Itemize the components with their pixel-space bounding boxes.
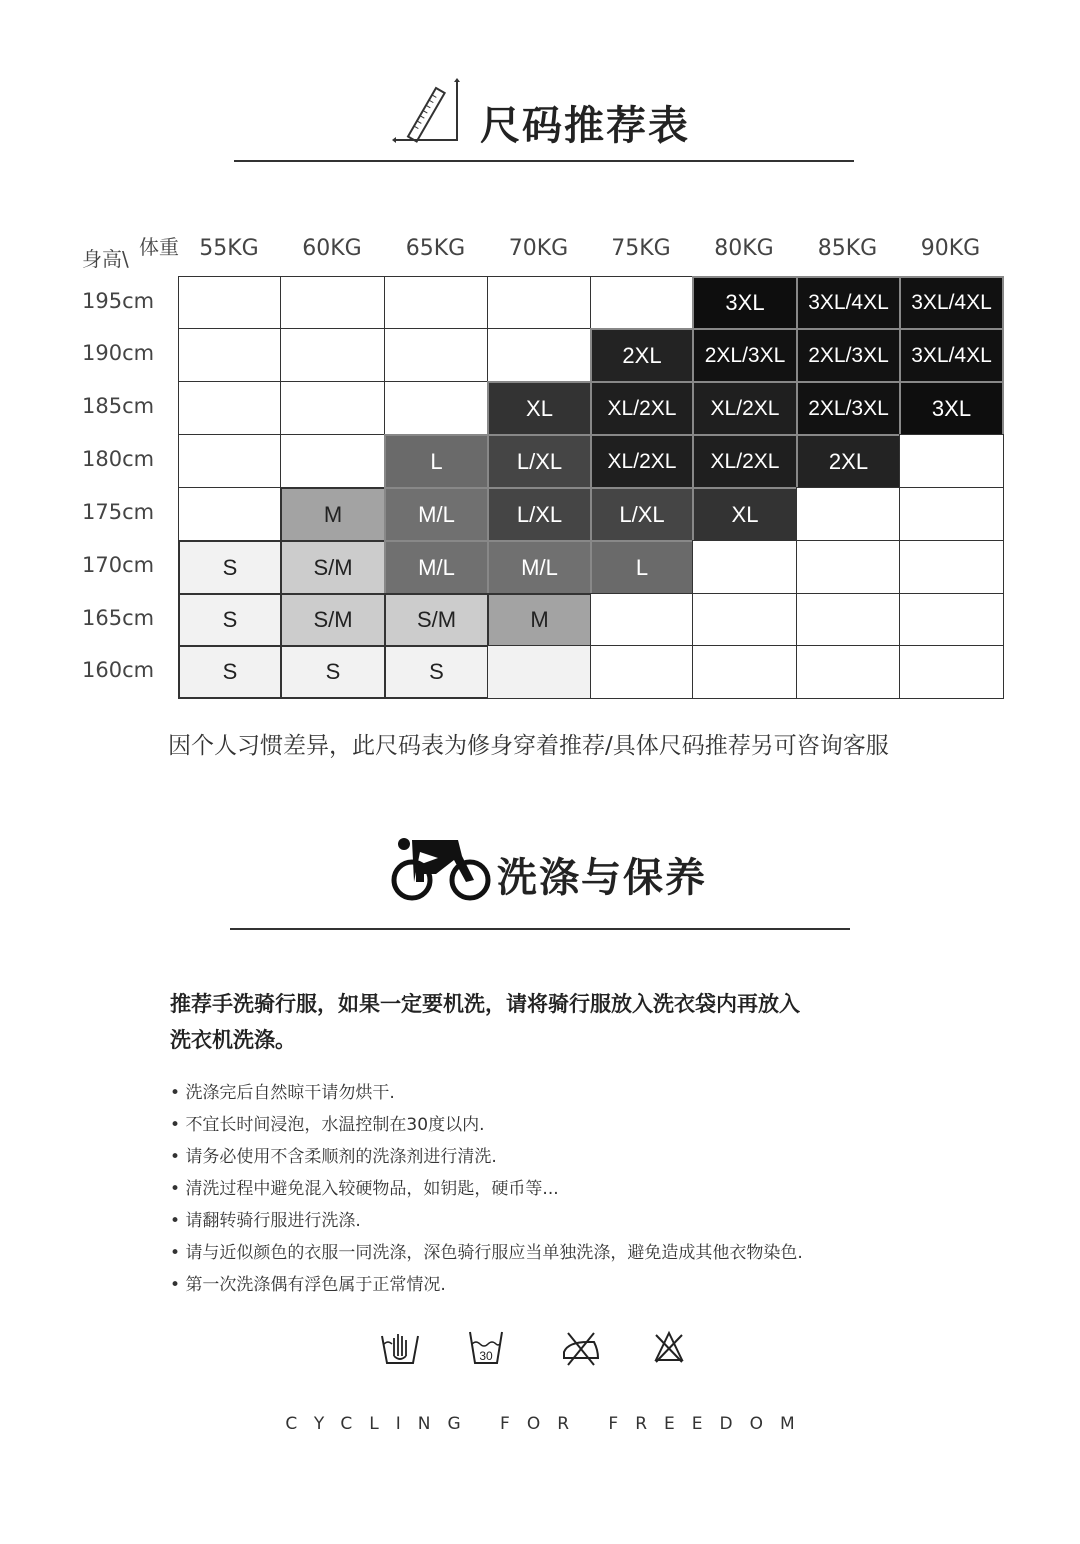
- height-header: 160cm: [82, 658, 155, 682]
- size-cell: 3XL/4XL: [899, 328, 1004, 383]
- size-cell: 2XL/3XL: [796, 328, 901, 383]
- height-header: 185cm: [82, 394, 155, 418]
- care-bullet-list: [170, 1077, 803, 1301]
- size-cell: XL: [692, 487, 798, 542]
- size-cell: [487, 645, 592, 699]
- size-cell: [692, 540, 798, 595]
- size-cell: 3XL/4XL: [899, 276, 1004, 330]
- size-cell: XL/2XL: [692, 381, 798, 436]
- svg-text:30: 30: [479, 1349, 493, 1363]
- care-intro-line: 推荐手洗骑行服，如果一定要机洗，请将骑行服放入洗衣袋内再放入: [170, 992, 800, 1016]
- size-cell: [692, 593, 798, 647]
- size-note: 因个人习惯差异，此尺码表为修身穿着推荐/具体尺码推荐另可咨询客服: [168, 733, 889, 759]
- size-cell: S: [178, 540, 282, 595]
- size-cell: 2XL: [796, 434, 901, 489]
- care-bullet: • 请翻转骑行服进行洗涤.: [170, 1205, 803, 1237]
- size-cell: S: [178, 645, 282, 699]
- divider: [230, 928, 850, 930]
- weight-header: 85KG: [817, 236, 878, 261]
- size-cell: M/L: [384, 540, 489, 595]
- size-cell: S/M: [280, 593, 386, 647]
- size-cell: 2XL/3XL: [796, 381, 901, 436]
- size-cell: M/L: [487, 540, 592, 595]
- size-cell: [899, 434, 1004, 489]
- divider: [234, 160, 854, 162]
- size-cell: [384, 381, 489, 436]
- size-chart-title: 尺码推荐表: [480, 103, 690, 149]
- care-bullet: • 请务必使用不含柔顺剂的洗涤剂进行清洗.: [170, 1141, 803, 1173]
- size-cell: 3XL: [692, 276, 798, 330]
- cyclist-icon: [390, 836, 500, 902]
- size-cell: [899, 593, 1004, 647]
- size-cell: [280, 328, 386, 383]
- care-title: 洗涤与保养: [497, 855, 707, 901]
- size-cell: M: [487, 593, 592, 647]
- corner-weight-label: 体重: [139, 235, 179, 259]
- care-bullet: • 第一次洗涤偶有浮色属于正常情况.: [170, 1269, 803, 1301]
- weight-header: 70KG: [508, 236, 569, 261]
- size-cell: [899, 487, 1004, 542]
- care-intro: [170, 986, 800, 1058]
- size-cell: [178, 434, 282, 489]
- size-cell: L/XL: [590, 487, 694, 542]
- weight-header: 60KG: [302, 236, 362, 261]
- size-cell: [796, 593, 901, 647]
- size-cell: [280, 381, 386, 436]
- no-bleach-icon: [654, 1330, 684, 1364]
- size-cell: [178, 276, 282, 330]
- ruler-icon: [392, 78, 464, 148]
- size-cell: 2XL/3XL: [692, 328, 798, 383]
- size-cell: S/M: [280, 540, 386, 595]
- size-cell: [899, 645, 1004, 699]
- size-cell: [384, 276, 489, 330]
- size-cell: [796, 487, 901, 542]
- size-cell: M/L: [384, 487, 489, 542]
- size-cell: XL/2XL: [590, 434, 694, 489]
- size-cell: [280, 434, 386, 489]
- height-header: 175cm: [82, 500, 155, 524]
- size-cell: [178, 328, 282, 383]
- care-bullet: • 不宜长时间浸泡，水温控制在30度以内.: [170, 1109, 803, 1141]
- weight-header: 80KG: [714, 236, 774, 261]
- size-cell: S: [280, 645, 386, 699]
- size-cell: [590, 276, 694, 330]
- size-cell: L: [590, 540, 694, 595]
- size-cell: L/XL: [487, 434, 592, 489]
- care-intro-line: 洗衣机洗涤。: [170, 1028, 296, 1052]
- size-cell: S/M: [384, 593, 489, 647]
- size-cell: [692, 645, 798, 699]
- size-cell: 2XL: [590, 328, 694, 383]
- care-bullet: • 请与近似颜色的衣服一同洗涤，深色骑行服应当单独洗涤，避免造成其他衣物染色.: [170, 1237, 803, 1269]
- height-header: 165cm: [82, 606, 155, 630]
- weight-header: 65KG: [405, 236, 466, 261]
- height-header: 180cm: [82, 447, 155, 471]
- size-cell: 3XL/4XL: [796, 276, 901, 330]
- no-iron-icon: [562, 1330, 600, 1366]
- size-cell: M: [280, 487, 386, 542]
- care-bullet: • 清洗过程中避免混入较硬物品，如钥匙，硬币等...: [170, 1173, 803, 1205]
- height-header: 190cm: [82, 341, 155, 365]
- size-cell: L: [384, 434, 489, 489]
- size-cell: L/XL: [487, 487, 592, 542]
- size-cell: XL/2XL: [692, 434, 798, 489]
- size-cell: [384, 328, 489, 383]
- size-cell: 3XL: [899, 381, 1004, 436]
- size-cell: S: [178, 593, 282, 647]
- size-cell: [280, 276, 386, 330]
- care-bullet: • 洗涤完后自然晾干请勿烘干.: [170, 1077, 803, 1109]
- size-cell: [796, 645, 901, 699]
- hand-wash-icon: [380, 1330, 420, 1366]
- size-cell: [590, 593, 694, 647]
- size-cell: XL/2XL: [590, 381, 694, 436]
- wash-30-icon: [468, 1330, 504, 1366]
- weight-header: 75KG: [611, 236, 671, 261]
- size-cell: [178, 381, 282, 436]
- slogan: CYCLING FOR FREEDOM: [285, 1414, 812, 1434]
- size-cell: [590, 645, 694, 699]
- weight-header: 55KG: [199, 236, 259, 261]
- corner-height-label: 身高\: [82, 247, 129, 271]
- size-cell: [796, 540, 901, 595]
- size-cell: [178, 487, 282, 542]
- size-cell: S: [384, 645, 489, 699]
- height-header: 170cm: [82, 553, 155, 577]
- height-header: 195cm: [82, 289, 155, 313]
- size-cell: [899, 540, 1004, 595]
- weight-header: 90KG: [920, 236, 981, 261]
- size-cell: [487, 276, 592, 330]
- size-cell: XL: [487, 381, 592, 436]
- size-cell: [487, 328, 592, 383]
